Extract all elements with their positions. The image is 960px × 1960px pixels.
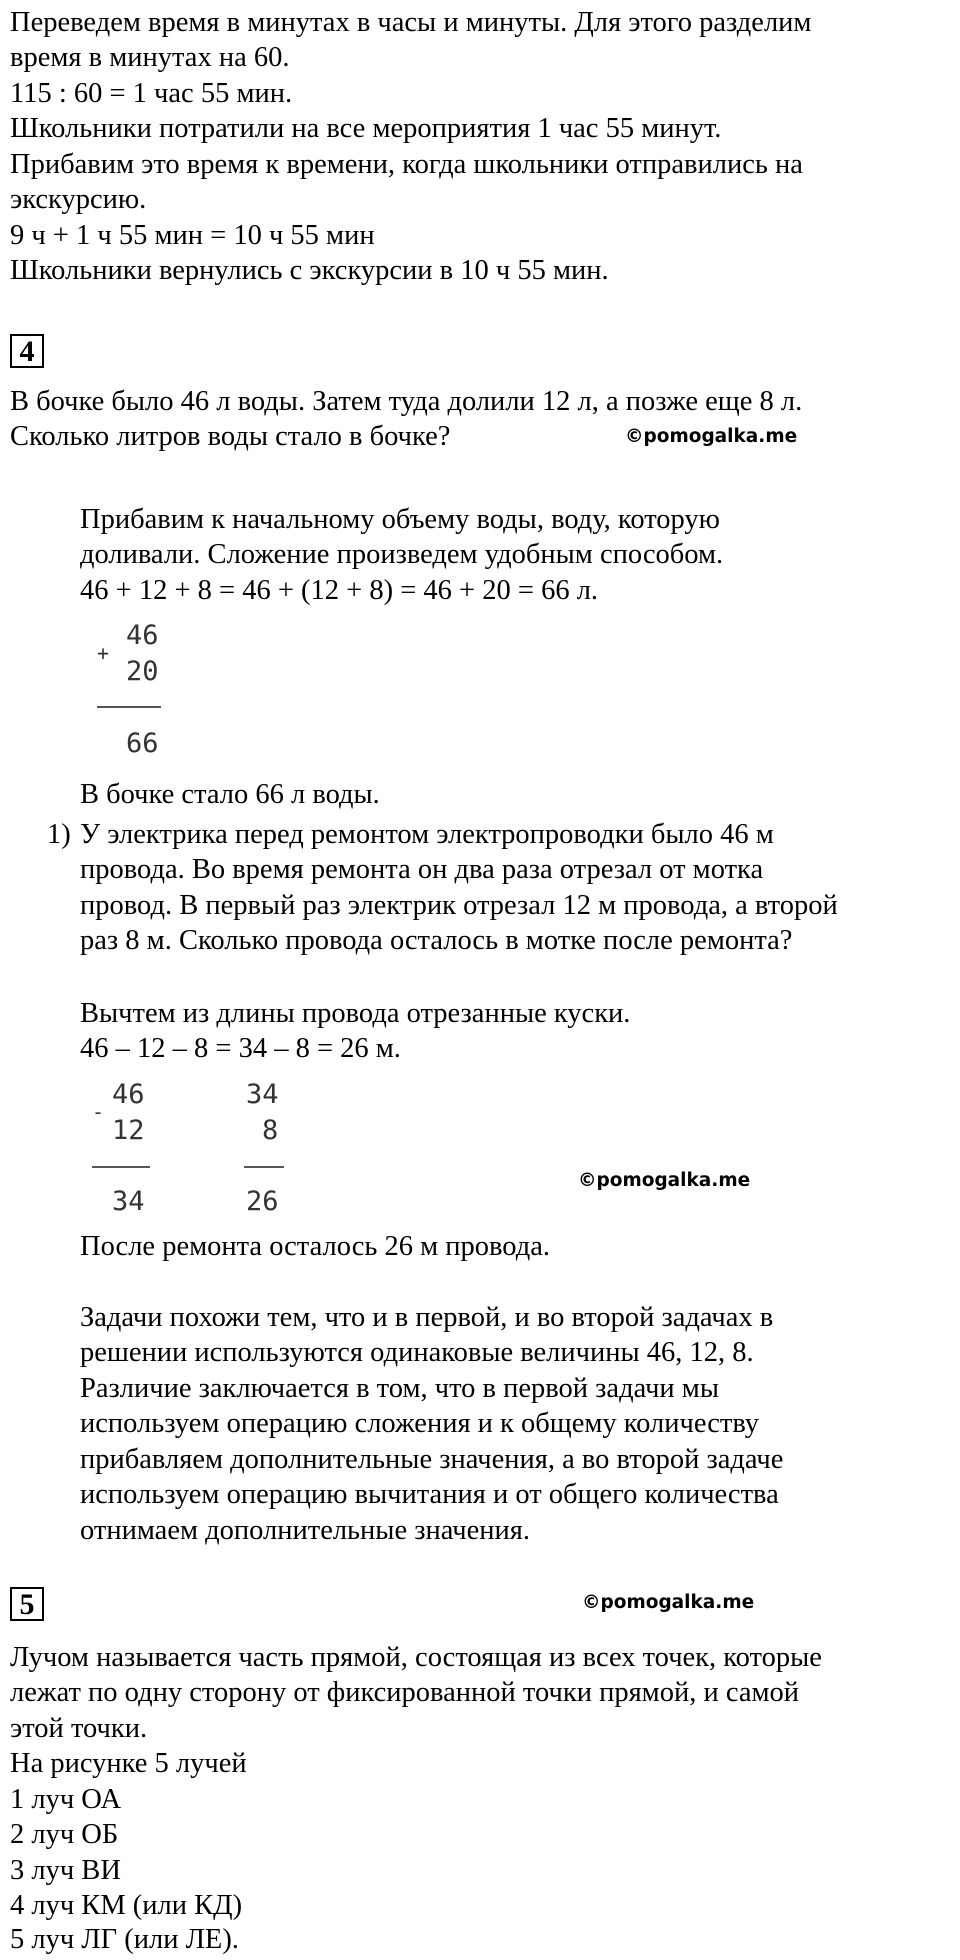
watermark: ©pomogalka.me (625, 426, 798, 447)
difference-result: 26 (246, 1186, 279, 1217)
task5-text: этой точки. (10, 1713, 148, 1744)
task-number-badge: 4 (10, 334, 44, 368)
comparison-text: Различие заключается в том, что в первой задачи мы (80, 1373, 719, 1404)
ray-item: 4 луч КМ (или КД) (10, 1890, 243, 1921)
task4-answer: В бочке стало 66 л воды. (80, 779, 380, 810)
task5-text: лежат по одну сторону от фиксированной точки прямой, и самой (10, 1677, 800, 1708)
comparison-text: отнимаем дополнительные значения. (80, 1515, 530, 1546)
subtask-question: раз 8 м. Сколько провода осталось в мотке после ремонта? (80, 925, 793, 956)
task4-question: В бочке было 46 л воды. Затем туда долили 12 л, а позже еще 8 л. (10, 386, 803, 417)
subtask-question: провода. Во время ремонта он два раза отрезал от мотка (80, 854, 764, 885)
subtask-question: У электрика перед ремонтом электропроводки было 46 м (80, 819, 774, 850)
ray-item: 1 луч ОА (10, 1784, 122, 1815)
plus-sign: + (97, 641, 110, 665)
difference-line (92, 1166, 150, 1168)
task-number-badge: 5 (10, 1587, 44, 1621)
intro-line: Переведем время в минутах в часы и минуты. Для этого разделим (10, 7, 812, 38)
intro-line: экскурсию. (10, 184, 147, 215)
comparison-text: используем операцию вычитания и от общего количества (80, 1479, 779, 1510)
subtask-solution: Вычтем из длины провода отрезанные куски. (80, 998, 631, 1029)
watermark: ©pomogalka.me (578, 1170, 751, 1191)
subtask-equation: 46 – 12 – 8 = 34 – 8 = 26 м. (80, 1033, 401, 1064)
subtrahend: 12 (112, 1115, 145, 1146)
sum-line (97, 706, 161, 708)
task5-text: Лучом называется часть прямой, состоящая из всех точек, которые (10, 1642, 822, 1673)
intro-line: время в минутах на 60. (10, 42, 290, 73)
sum-result: 66 (126, 728, 159, 759)
addend: 46 (126, 620, 159, 651)
intro-line: Прибавим это время к времени, когда школьники отправились на (10, 149, 803, 180)
subtask-number: 1) (47, 819, 71, 850)
minuend: 46 (112, 1079, 145, 1110)
task5-text: На рисунке 5 лучей (10, 1748, 247, 1779)
task4-solution: Прибавим к начальному объему воды, воду, которую (80, 504, 720, 535)
difference-line (244, 1166, 284, 1168)
task4-equation: 46 + 12 + 8 = 46 + (12 + 8) = 46 + 20 = 66 л. (80, 575, 599, 606)
comparison-text: прибавляем дополнительные значения, а во второй задаче (80, 1444, 784, 1475)
watermark: ©pomogalka.me (582, 1592, 755, 1613)
comparison-text: используем операцию сложения и к общему количеству (80, 1408, 760, 1439)
ray-item: 5 луч ЛГ (или ЛЕ). (10, 1924, 239, 1955)
task4-solution: доливали. Сложение произведем удобным способом. (80, 539, 724, 570)
task4-question: Сколько литров воды стало в бочке? (10, 421, 451, 452)
intro-line: 9 ч + 1 ч 55 мин = 10 ч 55 мин (10, 220, 375, 251)
comparison-text: решении используются одинаковые величины 46, 12, 8. (80, 1337, 754, 1368)
subtask-answer: После ремонта осталось 26 м провода. (80, 1231, 550, 1262)
intro-line: Школьники потратили на все мероприятия 1 час 55 минут. (10, 113, 722, 144)
addend: 20 (126, 656, 159, 687)
minuend: 34 (246, 1079, 279, 1110)
difference-result: 34 (112, 1186, 145, 1217)
minus-sign: - (92, 1100, 105, 1124)
intro-line: 115 : 60 = 1 час 55 мин. (10, 78, 293, 109)
ray-item: 2 луч ОБ (10, 1819, 119, 1850)
subtask-question: провод. В первый раз электрик отрезал 12 м провода, а второй (80, 890, 838, 921)
comparison-text: Задачи похожи тем, что и в первой, и во второй задачах в (80, 1302, 774, 1333)
intro-line: Школьники вернулись с экскурсии в 10 ч 55 мин. (10, 255, 609, 286)
subtrahend: 8 (262, 1115, 279, 1146)
ray-item: 3 луч ВИ (10, 1855, 121, 1886)
